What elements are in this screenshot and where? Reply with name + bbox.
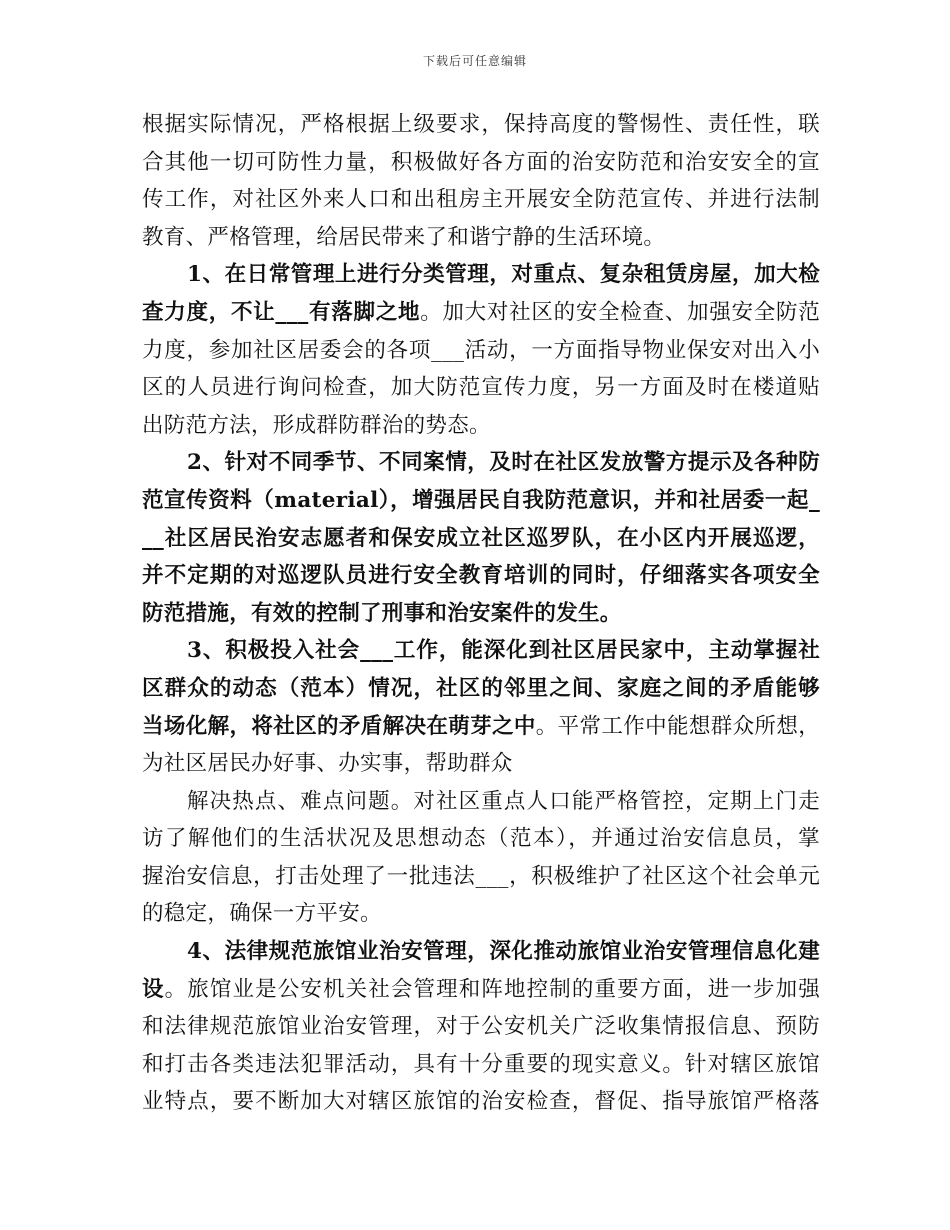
document-body	[142, 106, 820, 1121]
text-segment: 出防范方法，形成群防群治的势态。	[142, 412, 491, 438]
text-line	[142, 820, 820, 858]
bold-text-segment: 2、针对不同季节、不同案情，及时在社区发放警方提示及各种防	[187, 450, 820, 476]
text-line	[142, 294, 820, 332]
text-segment: 和打击各类违法犯罪活动，具有十分重要的现实意义。针对辖区旅馆	[142, 1051, 820, 1077]
text-segment: 。旅馆业是公安机关社会管理和阵地控制的重要方面，进一步加强	[164, 976, 821, 1002]
text-segment: 。加大对社区的安全检查、加强安全防范	[420, 299, 820, 325]
text-line	[142, 971, 820, 1009]
text-segment: 教育、严格管理，给居民带来了和谐宁静的生活环境。	[142, 224, 666, 250]
text-line	[142, 783, 820, 821]
text-line	[142, 745, 820, 783]
text-segment: 业特点，要不断加大对辖区旅馆的治安检查，督促、指导旅馆严格落	[142, 1089, 820, 1115]
text-line	[142, 256, 820, 294]
text-segment: 握治安信息，打击处理了一批违法___，积极维护了社区这个社会单元	[142, 863, 820, 889]
text-segment: 根据实际情况，严格根据上级要求，保持高度的警惕性、责任性，联	[142, 112, 820, 137]
text-segment: 。平常工作中能想群众所想，	[535, 713, 820, 739]
text-segment: 力度，参加社区居委会的各项___活动，一方面指导物业保安对出入小	[142, 337, 820, 363]
text-line	[142, 895, 820, 933]
bold-text-segment: 查力度，不让___有落脚之地	[142, 299, 421, 325]
text-segment: 的稳定，确保一方平安。	[142, 901, 382, 927]
bold-text-segment: 4、法律规范旅馆业治安管理，深化推动旅馆业治安管理信息化建	[187, 939, 820, 965]
text-line	[142, 444, 820, 482]
text-line	[142, 858, 820, 896]
text-line	[142, 181, 820, 219]
text-segment: 解决热点、难点问题。对社区重点人口能严格管控，定期上门走	[187, 788, 820, 814]
text-line	[142, 1083, 820, 1121]
text-line	[142, 1046, 820, 1084]
text-line	[142, 1008, 820, 1046]
text-line	[142, 708, 820, 746]
text-segment: 访了解他们的生活状况及思想动态（范本），并通过治安信息员，掌	[142, 826, 820, 852]
text-line	[142, 106, 820, 144]
bold-text-segment: 并不定期的对巡逻队员进行安全教育培训的同时，仔细落实各项安全	[142, 563, 820, 589]
text-line	[142, 332, 820, 370]
bold-text-segment: 设	[142, 976, 165, 1002]
text-segment: 为社区居民办好事、办实事，帮助群众	[142, 751, 513, 777]
bold-text-segment: __社区居民治安志愿者和保安成立社区巡罗队，在小区内开展巡逻，	[142, 525, 820, 551]
text-line	[142, 369, 820, 407]
text-line	[142, 482, 820, 520]
text-line	[142, 144, 820, 182]
page-header-note: 下载后可任意编辑	[422, 54, 527, 68]
text-line	[142, 557, 820, 595]
text-line	[142, 670, 820, 708]
text-segment: 合其他一切可防性力量，积极做好各方面的治安防范和治安安全的宣	[142, 149, 820, 175]
text-line	[142, 407, 820, 445]
text-line	[142, 219, 820, 257]
text-line	[142, 933, 820, 971]
bold-text-segment: 防范措施，有效的控制了刑事和治安案件的发生。	[142, 600, 622, 626]
bold-text-segment: 1、在日常管理上进行分类管理，对重点、复杂租赁房屋，加大检	[187, 262, 820, 288]
bold-text-segment: 3、积极投入社会___工作，能深化到社区居民家中，主动掌握社	[187, 638, 820, 664]
bold-text-segment: 当场化解，将社区的矛盾解决在萌芽之中	[142, 713, 536, 739]
text-segment: 和法律规范旅馆业治安管理，对于公安机关广泛收集情报信息、预防	[142, 1014, 820, 1040]
text-line	[142, 632, 820, 670]
bold-text-segment: 范宣传资料（material），增强居民自我防范意识，并和社居委一起_	[142, 487, 820, 513]
text-segment: 区的人员进行询问检查，加大防范宣传力度，另一方面及时在楼道贴	[142, 375, 820, 401]
text-segment: 传工作，对社区外来人口和出租房主开展安全防范宣传、并进行法制	[142, 187, 820, 213]
text-line	[142, 595, 820, 633]
text-line	[142, 520, 820, 558]
bold-text-segment: 区群众的动态（范本）情况，社区的邻里之间、家庭之间的矛盾能够	[142, 675, 820, 701]
